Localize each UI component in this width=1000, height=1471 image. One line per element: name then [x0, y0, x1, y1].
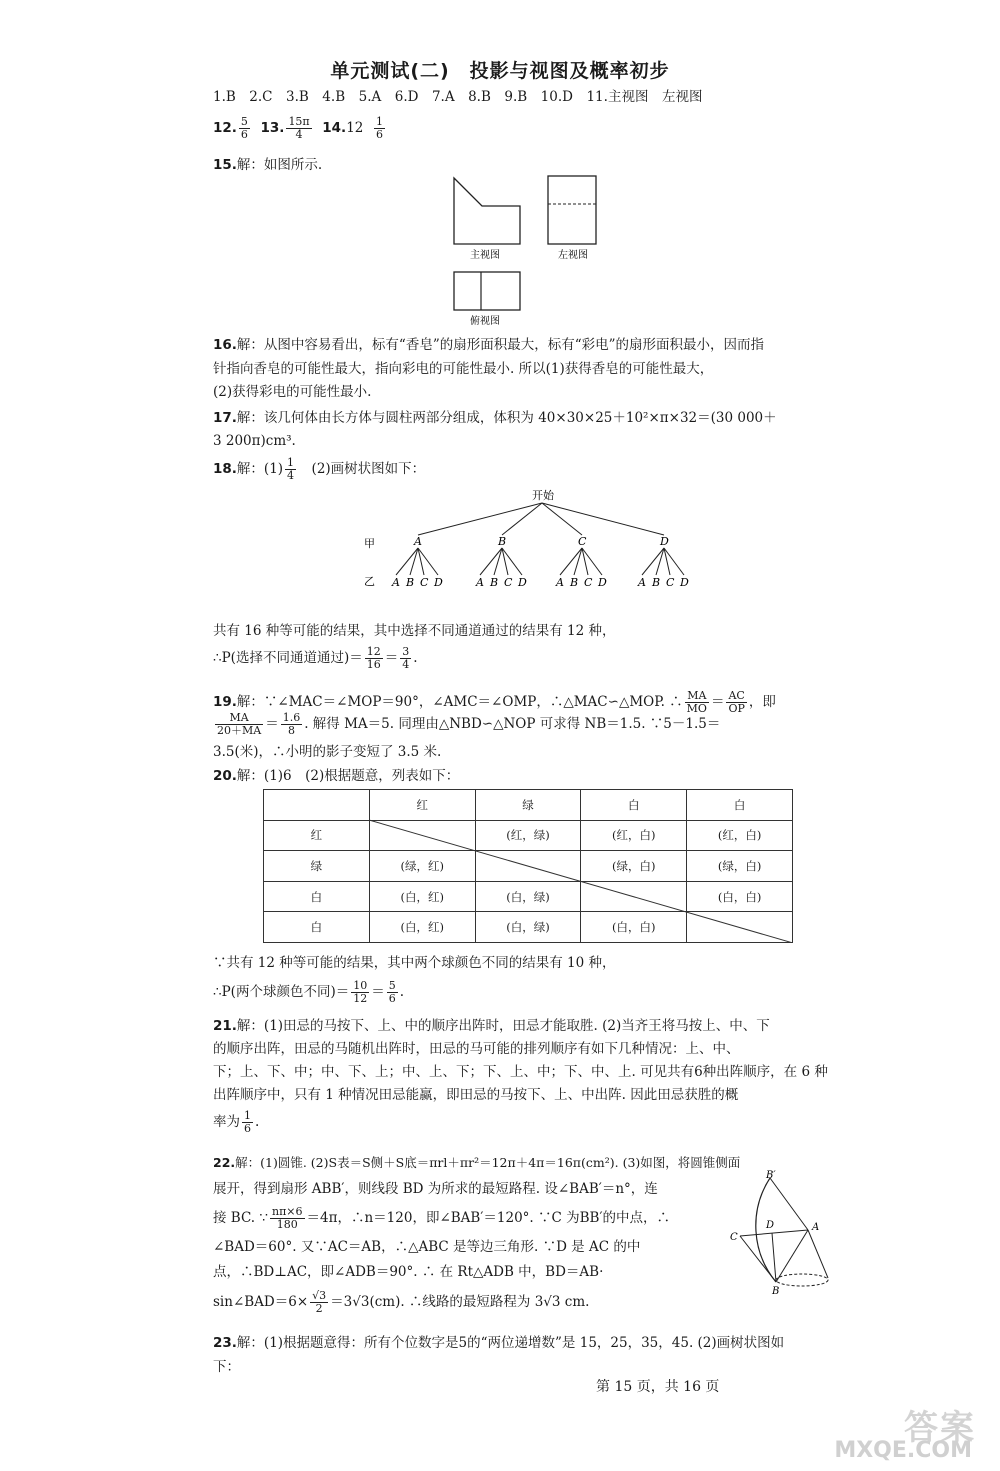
tree-node-level1: A — [414, 535, 422, 548]
tree-node-level2: A — [392, 576, 400, 589]
front-view-shape — [454, 178, 520, 244]
svg-text:D: D — [766, 1220, 775, 1231]
svg-text:C: C — [730, 1232, 738, 1243]
tree-branch — [574, 548, 582, 575]
left-view-shape — [548, 176, 596, 244]
q16-line-3: (2)获得彩电的可能性最小. — [213, 384, 372, 400]
tree-branch — [642, 548, 664, 575]
table-row: 白 (白，红) (白，绿) (白，白) — [264, 881, 793, 912]
tree-branch — [542, 503, 664, 535]
tree-yi-label: 乙 — [364, 575, 375, 588]
page-footer: 第 15 页，共 16 页 — [596, 1379, 720, 1395]
table-row: 绿 (绿，红) (绿，白) (绿，白) — [264, 851, 793, 882]
watermark-url: MXQE.COM — [834, 1438, 972, 1463]
q20-line-3: ∴P(两个球颜色不同)＝ $\frac{10}{12}$ ＝ $\frac{5}{6}$ . — [213, 979, 405, 1005]
table-diagonal — [263, 789, 793, 943]
tree-branch — [396, 548, 418, 575]
tree-node-level2: C — [504, 576, 513, 589]
answers-line-1: 1.B 2.C 3.B 4.B 5.A 6.D 7.A 8.B 9.B 10.D 11.主视图 左视图 — [213, 89, 703, 105]
watermark-logo: 答案 — [904, 1408, 976, 1448]
tree-node-level2: B — [570, 576, 579, 589]
q19-line-1: 19.解：∵∠MAC＝∠MOP＝90°，∠AMC＝∠OMP，∴△MAC∽△MOP. ∴ $\frac{MA}{MO}$ ＝ $\frac{AC}{OP}$ ，即 — [213, 689, 776, 715]
tree-node-level2: A — [476, 576, 484, 589]
q21-line-3: 下；上、下、中；中、下、上；中、上、下；下、上、中；下、中、上. 可见共有6种出阵顺序，在 6 种 — [213, 1064, 828, 1080]
tree-node-level2: B — [652, 576, 661, 589]
q23-line-2: 下： — [213, 1359, 240, 1375]
tree-branch — [560, 548, 582, 575]
cone-figure — [728, 1170, 838, 1295]
tree-node-level2: D — [598, 576, 607, 589]
q16-line-1: 16.解：从图中容易看出，标有“香皂”的扇形面积最大，标有“彩电”的扇形面积最小，因而指 — [213, 337, 765, 353]
answers-line-2: 12. $\frac{5}{6}$ 13. $\frac{15\pi}{4}$ 14.12 $\frac{1}{6}$ — [213, 115, 383, 141]
q23-line-1: 23.解：(1)根据题意得：所有个位数字是5的“两位递增数”是 15，25，35，45. (2)画树状图如 — [213, 1335, 785, 1351]
q21-line-2: 的顺序出阵，田忌的马随机出阵时，田忌的马可能的排列顺序有如下几种情况：上、中、 — [213, 1041, 740, 1057]
svg-text:B′: B′ — [766, 1170, 776, 1181]
tree-node-level2: A — [638, 576, 646, 589]
tree-node-level2: B — [406, 576, 415, 589]
top-view-label: 俯视图 — [470, 316, 500, 327]
q16-line-2: 针指向香皂的可能性最大，指向彩电的可能性最小. 所以(1)获得香皂的可能性最大， — [213, 361, 714, 377]
q22-line-3: 接 BC. ∵ $\frac{n\pi\times 6}{180}$ ＝4π，∴n＝120，即∠BAB′＝120°. ∵C 为BB′的中点，∴ — [213, 1205, 671, 1231]
tree-node-level2: C — [420, 576, 429, 589]
q22-line-6: sin∠BAD＝6× $\frac{√3}{2}$ ＝3√3(cm). ∴线路的最短路程为 3√3 cm. — [213, 1289, 590, 1315]
tree-branch — [480, 548, 502, 575]
tree-node-level2: D — [518, 576, 527, 589]
q19-line-2: $\frac{MA}{20+MA}$ ＝ $\frac{1.6}{8}$ . 解得 MA＝5. 同理由△NBD∽△NOP 可求得 NB＝1.5. ∵5－1.5＝ — [217, 711, 721, 737]
q18-line-1: 18.解：(1) $\frac{1}{4}$ (2)画树状图如下： — [213, 456, 426, 482]
svg-text:A: A — [812, 1222, 820, 1233]
tree-node-level2: A — [556, 576, 564, 589]
front-view-label: 主视图 — [470, 250, 500, 261]
q19-line-3: 3.5(米)，∴小明的影子变短了 3.5 米. — [213, 744, 442, 760]
q17-line-2: 3 200π)cm³. — [213, 433, 296, 449]
q22-line-4: ∠BAD＝60°. 又∵AC＝AB，∴△ABC 是等边三角形. ∵D 是 AC 的中 — [213, 1239, 641, 1255]
tree-node-level2: D — [434, 576, 443, 589]
left-view-label: 左视图 — [558, 250, 588, 261]
q21-line-1: 21.解：(1)田忌的马按下、上、中的顺序出阵时，田忌才能取胜. (2)当齐王将马按上、中、下 — [213, 1018, 770, 1034]
table-row: 白 (白，红) (白，绿) (白，白) — [264, 912, 793, 943]
tree-node-level2: B — [490, 576, 499, 589]
q18-line-2: 共有 16 种等可能的结果，其中选择不同通道通过的结果有 12 种， — [213, 623, 616, 639]
tree-node-level1: C — [578, 535, 587, 548]
table-row: 红 (红，绿) (红，白) (红，白) — [264, 820, 793, 851]
tree-node-level1: D — [660, 535, 669, 548]
tree-branch — [418, 503, 542, 535]
tree-node-level2: D — [680, 576, 689, 589]
three-views-figure — [440, 170, 610, 330]
tree-branch — [494, 548, 502, 575]
q20-line-2: ∵共有 12 种等可能的结果，其中两个球颜色不同的结果有 10 种， — [213, 955, 616, 971]
table-header-cell: 白 — [581, 790, 687, 821]
q22-line-1: 22.解：(1)圆锥. (2)S表＝S侧＋S底＝πrl＋πr²＝12π＋4π＝16π(cm²). (3)如图，将圆锥侧面 — [213, 1155, 741, 1170]
table-header-cell: 绿 — [475, 790, 581, 821]
q17-line-1: 17.解：该几何体由长方体与圆柱两部分组成，体积为 40×30×25＋10²×π×32＝(30 000＋ — [213, 410, 777, 426]
tree-jia-label: 甲 — [364, 537, 375, 550]
tree-node-level2: C — [666, 576, 675, 589]
q21-line-4: 出阵顺序中，只有 1 种情况田忌能赢，即田忌的马按下、上、中出阵. 因此田忌获胜的概 — [213, 1087, 739, 1103]
q18-line-3: ∴P(选择不同通道通过)＝ $\frac{12}{16}$ ＝ $\frac{3}{4}$ . — [213, 645, 418, 671]
q15: 15.解：如图所示. — [213, 157, 323, 173]
q21-line-5: 率为 $\frac{1}{6}$ . — [213, 1109, 260, 1135]
tree-node-level1: B — [498, 535, 507, 548]
tree-branch — [410, 548, 418, 575]
tree-branch — [656, 548, 664, 575]
table-header-cell: 白 — [687, 790, 793, 821]
svg-text:B: B — [772, 1286, 780, 1295]
page-title: 单元测试(二) 投影与视图及概率初步 — [330, 60, 670, 82]
tree-start: 开始 — [532, 489, 554, 502]
tree-node-level2: C — [584, 576, 593, 589]
table-header-cell: 红 — [369, 790, 475, 821]
q22-line-2: 展开，得到扇形 ABB′，则线段 BD 为所求的最短路程. 设∠BAB′＝n°，连 — [213, 1181, 658, 1197]
q22-line-5: 点，∴BD⊥AC，即∠ADB＝90°. ∴ 在 Rt△ADB 中，BD＝AB· — [213, 1264, 604, 1280]
top-view-shape — [454, 272, 520, 310]
tree-diagram — [360, 485, 700, 595]
q20-line-1: 20.解：(1)6 (2)根据题意，列表如下： — [213, 768, 460, 784]
